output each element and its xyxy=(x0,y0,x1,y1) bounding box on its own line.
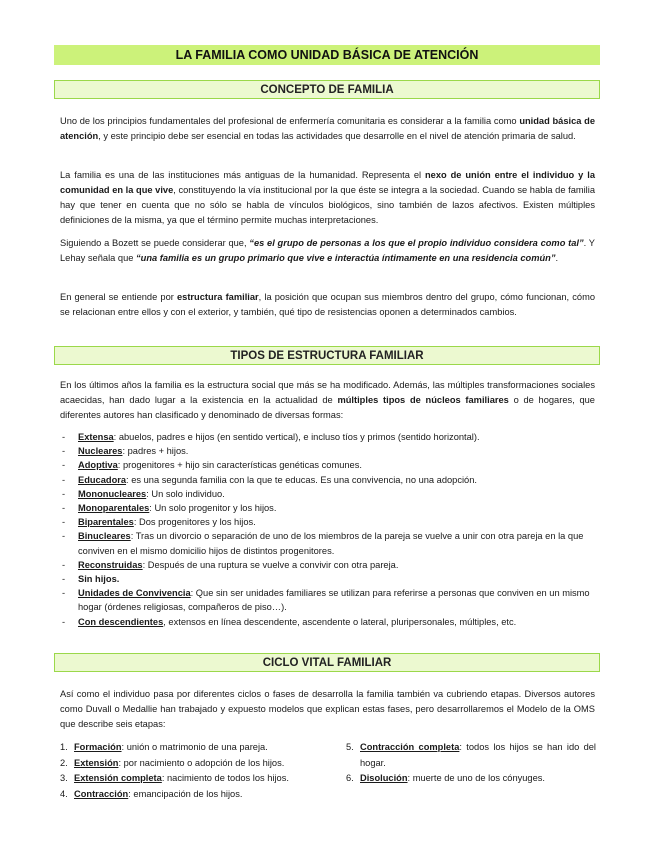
list-desc: : Que sin ser unidades familiares se utilizan para referirse a personas que conviven en un mismo hogar (órdenes religiosas, compañeros de piso…). xyxy=(78,588,590,613)
text: Uno de los principios fundamentales del profesional de enfermería comunitaria es considerar a la familia como xyxy=(60,116,520,126)
text: , la posición que ocupan sus miembros dentro del grupo, cómo funcionan, cómo se relacionan entre ellos y con el exterior, y también, qué tipo de resistencias oponen a determinados cambios. xyxy=(60,292,595,317)
stage-term: Disolución xyxy=(360,773,408,783)
list-desc: : abuelos, padres e hijos (en sentido vertical), e incluso tíos y primos (sentido horizontal). xyxy=(113,432,480,442)
stage-desc: : todos los hijos se han ido del hogar. xyxy=(360,742,597,768)
paragraph-ciclo-intro: Así como el individuo pasa por diferentes ciclos o fases de desarrolla la familia también va cubriendo etapas. Diversos autores como Duvall o Medallie han trabajado y expuesto modelos que explican estas fases, pero desarrollaremos el Modelo de la OMS que describe seis etapas: xyxy=(60,689,595,729)
list-desc: : Tras un divorcio o separación de uno de los miembros de la pareja se vuelve a unir con otra pareja en la que conviven en el mismo domicilio hijos de distintos progenitores. xyxy=(78,531,584,556)
stage-term: Formación xyxy=(74,742,122,752)
paragraph-concepto-4 xyxy=(60,290,595,320)
list-term: Con descendientes xyxy=(78,616,164,627)
paragraph-tipos-intro xyxy=(60,378,595,423)
text: o de hogares, que diferentes autores han clasificado y denominado de diversas formas: xyxy=(60,395,595,420)
paragraph-concepto-2 xyxy=(60,168,595,228)
stage-number: 4. xyxy=(60,788,68,799)
dash: - xyxy=(62,517,66,528)
text: . xyxy=(555,253,559,263)
stage-number: 5. xyxy=(346,742,354,752)
quote-bozett: “es el grupo de personas a los que el propio individuo considera como tal” xyxy=(249,238,584,248)
text: , constituyendo la vía institucional por la que éste se integra a la sociedad. Cuando se habla de familia hay que tener en cuenta que no sólo se habla de vínculos biológicos, sino también de lazos afectivos. Existen múltiples definiciones de la misma, ya que el término permite muchas interpretaciones. xyxy=(60,185,595,225)
paragraph-concepto-3 xyxy=(60,236,595,266)
stage-desc: : por nacimiento o adopción de los hijos. xyxy=(118,757,285,768)
stage-item xyxy=(60,740,330,756)
section-heading-concepto: CONCEPTO DE FAMILIA xyxy=(54,80,600,99)
list-item xyxy=(60,458,595,472)
stage-desc: : muerte de uno de los cónyuges. xyxy=(407,773,546,783)
document-title: LA FAMILIA COMO UNIDAD BÁSICA DE ATENCIÓN xyxy=(54,45,600,65)
list-item xyxy=(60,444,595,458)
dash: - xyxy=(62,588,66,599)
text: En general se entiende por xyxy=(60,292,177,302)
dash: - xyxy=(62,503,66,514)
list-term: Adoptiva xyxy=(78,460,118,471)
paragraph-concepto-1 xyxy=(60,114,595,144)
list-desc: : Dos progenitores y los hijos. xyxy=(133,517,256,528)
text: La familia es una de las instituciones más antiguas de la humanidad. Representa el xyxy=(60,170,425,180)
bold-text: estructura familiar xyxy=(176,292,259,302)
list-desc: , extensos en línea descendente, ascendente o lateral, pluripersonales, múltiples, etc. xyxy=(163,616,517,627)
text: . Y Lehay señala que xyxy=(60,238,595,263)
family-types-list xyxy=(60,430,595,629)
dash: - xyxy=(62,432,66,442)
section-heading-ciclo: CICLO VITAL FAMILIAR xyxy=(54,653,600,672)
stage-term: Contracción xyxy=(74,788,129,799)
stage-term: Extensión completa xyxy=(74,773,162,783)
stage-item xyxy=(60,756,330,772)
list-desc: : Un solo progenitor y los hijos. xyxy=(149,503,277,514)
stage-term: Contracción completa xyxy=(360,742,460,752)
stage-item xyxy=(60,771,330,787)
list-item xyxy=(60,430,595,444)
list-item xyxy=(60,572,595,586)
list-desc: : padres + hijos. xyxy=(122,446,189,457)
list-item xyxy=(60,615,595,629)
dash: - xyxy=(62,616,66,627)
section-heading-tipos: TIPOS DE ESTRUCTURA FAMILIAR xyxy=(54,346,600,365)
list-term: Mononucleares xyxy=(78,488,147,499)
list-term: Monoparentales xyxy=(78,503,150,514)
list-desc: : Un solo individuo. xyxy=(146,488,225,499)
list-item xyxy=(60,586,595,614)
dash: - xyxy=(62,460,66,471)
quote-lehay: “una familia es un grupo primario que vive e interactúa íntimamente en una residencia común” xyxy=(136,253,556,263)
bold-text: unidad básica de atención xyxy=(60,116,595,141)
list-term: Nucleares xyxy=(78,446,123,457)
text: En los últimos años la familia es la estructura social que más se ha modificado. Además, las múltiples transformaciones sociales acaecidas, han dado lugar a la existencia en la actualidad de xyxy=(60,380,595,405)
text: , y este principio debe ser esencial en todas las actividades que desarrolle en el nivel de atención primaria de salud. xyxy=(98,131,576,141)
list-item xyxy=(60,473,595,487)
stages-list-left xyxy=(60,740,330,802)
bold-text: múltiples tipos de núcleos familiares xyxy=(337,395,509,405)
stage-term: Extensión xyxy=(74,757,119,768)
stage-desc: : emancipación de los hijos. xyxy=(128,788,243,799)
dash: - xyxy=(62,446,66,457)
text: Siguiendo a Bozett se puede considerar que, xyxy=(60,238,250,248)
stage-number: 1. xyxy=(60,742,68,752)
list-term: Educadora xyxy=(78,474,127,485)
list-desc: : Después de una ruptura se vuelve a convivir con otra pareja. xyxy=(142,559,399,570)
list-term: Sin hijos. xyxy=(78,574,120,585)
list-term: Binucleares xyxy=(78,531,131,542)
stage-desc: : nacimiento de todos los hijos. xyxy=(161,773,289,783)
list-term: Biparentales xyxy=(78,517,134,528)
list-item xyxy=(60,515,595,529)
dash: - xyxy=(62,474,66,485)
list-item xyxy=(60,529,595,557)
dash: - xyxy=(62,488,66,499)
stages-list-right xyxy=(346,740,596,787)
list-term: Unidades de Convivencia xyxy=(78,588,191,599)
stage-item xyxy=(346,740,596,771)
stage-item xyxy=(60,787,330,803)
list-item xyxy=(60,558,595,572)
stage-number: 3. xyxy=(60,773,68,783)
list-term: Extensa xyxy=(78,432,114,442)
list-desc: : es una segunda familia con la que te educas. Es una convivencia, no una adopción. xyxy=(126,474,477,485)
stage-item xyxy=(346,771,596,787)
list-item xyxy=(60,487,595,501)
stage-number: 6. xyxy=(346,773,354,783)
dash: - xyxy=(62,574,66,585)
stage-number: 2. xyxy=(60,757,68,768)
dash: - xyxy=(62,559,66,570)
stage-desc: : unión o matrimonio de una pareja. xyxy=(121,742,268,752)
list-desc: : progenitores + hijo sin características genéticas comunes. xyxy=(117,460,362,471)
list-item xyxy=(60,501,595,515)
bold-text: nexo de unión entre el individuo y la comunidad en la que vive xyxy=(60,170,595,195)
list-term: Reconstruidas xyxy=(78,559,143,570)
dash: - xyxy=(62,531,66,542)
